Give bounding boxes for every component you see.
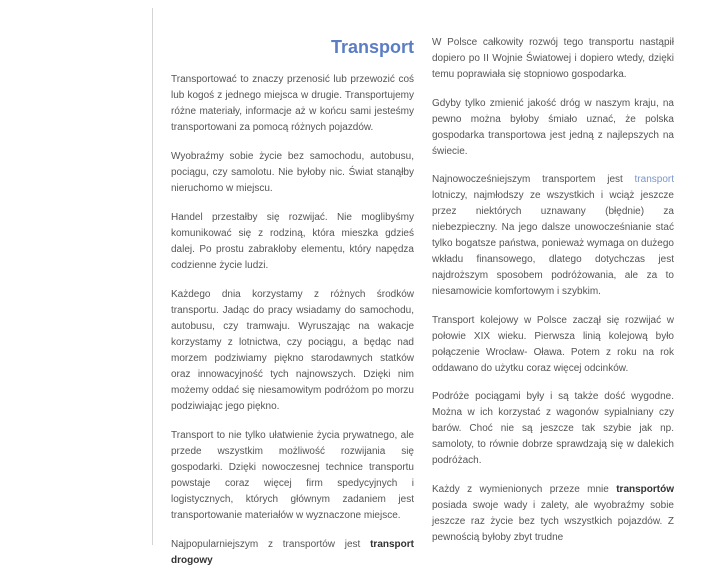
paragraph: [432, 172, 674, 300]
paragraph: Transport to nie tylko ułatwienie życia prywatnego, ale przede wszystkim możliwość rozwijania się gospodarki. Dzięki nowoczesnej technice transportu powstaje coraz więcej firm spedycyjnych i logistycznych, których głównym zadaniem jest transportowanie materiałów w wyznaczone miejsce.: [171, 430, 414, 521]
paragraph: [171, 537, 414, 569]
left-column: [171, 36, 414, 582]
paragraph: Wyobraźmy sobie życie bez samochodu, autobusu, pociągu, czy samolotu. Nie byłoby nic. Świat stanąłby nieruchomo w miejscu.: [171, 151, 414, 194]
paragraph: Podróże pociągami były i są także dość wygodne. Można w ich korzystać z wagonów sypialniany czy barów. Choć nie są jeszcze tak szybie jak np. samoloty, to równie dobrze sprawdzają się w dalekich podróżach.: [432, 391, 674, 466]
vertical-divider: [152, 8, 153, 545]
transport-link[interactable]: transport: [634, 174, 674, 185]
paragraph: Transportować to znaczy przenosić lub przewozić coś lub kogoś z jednego miejsca w drugie. Transportujemy różne materiały, informacje aż w końcu sami jesteśmy transportowani za pomocą różnych pojazdów.: [171, 74, 414, 133]
right-column: [432, 35, 674, 558]
paragraph-text: Najpopularniejszym z transportów jest: [171, 539, 371, 550]
paragraph-text: Najnowocześniejszym transportem jest: [432, 174, 635, 185]
paragraph: Transport kolejowy w Polsce zaczął się rozwijać w połowie XIX wieku. Pierwsza linią kolejową było połączenie Wrocław- Oława. Potem z roku na rok oddawano do użytku coraz więcej odcinków.: [432, 314, 674, 374]
paragraph: W Polsce całkowity rozwój tego transportu nastąpił dopiero po II Wojnie Światowej i dopiero wtedy, dzięki temu poprawiała się stopniowo gospodarka.: [432, 37, 674, 80]
bold-keyword: transport drogowy: [171, 539, 414, 566]
page-title: Transport: [330, 37, 414, 57]
paragraph-text: Każdy z wymienionych przeze mnie: [432, 483, 617, 495]
paragraph: Handel przestałby się rozwijać. Nie moglibyśmy komunikować się z rodziną, która mieszka gdzieś dalej. Po prostu zabrakłoby elementu, który napędza codzienne życie ludzi.: [171, 212, 414, 271]
bold-keyword: transportów: [616, 483, 674, 495]
paragraph: [432, 482, 674, 546]
paragraph-text: lotniczy, najmłodszy ze wszystkich i wciąż jeszcze przez niektórych uznawany (błędnie) za niebezpieczny. Na jego dalsze unowocześnianie stać tylko bogatsze państwa, ponieważ wymaga on dużego wkładu finansowego, dlatego dotychczas jest najdroższym sposobem podróżowania, ale za to niesamowicie komfortowym i szybkim.: [432, 190, 674, 297]
paragraph: Każdego dnia korzystamy z różnych środków transportu. Jadąc do pracy wsiadamy do samochodu, autobusu, czy tramwaju. Wyruszając na wakacje korzystamy z lotnictwa, czy pociągu, a będąc nad morzem podziwiamy piękno starodawnych statków oraz innowacyjność tych najnowszych. Dzięki nim możemy oddać się niesamowitym podróżom po morzu podziwiając jego piękno.: [171, 289, 414, 412]
paragraph-text: posiada swoje wady i zalety, ale wyobraźmy sobie jeszcze raz życie bez tych wszystkich pojazdów. Z pewnością byłoby zbyt trudne: [432, 499, 674, 543]
paragraph: Gdyby tylko zmienić jakość dróg w naszym kraju, na pewno można byłoby śmiało uznać, że polska gospodarka transportowa jest jedną z najlepszych na świecie.: [432, 97, 674, 157]
